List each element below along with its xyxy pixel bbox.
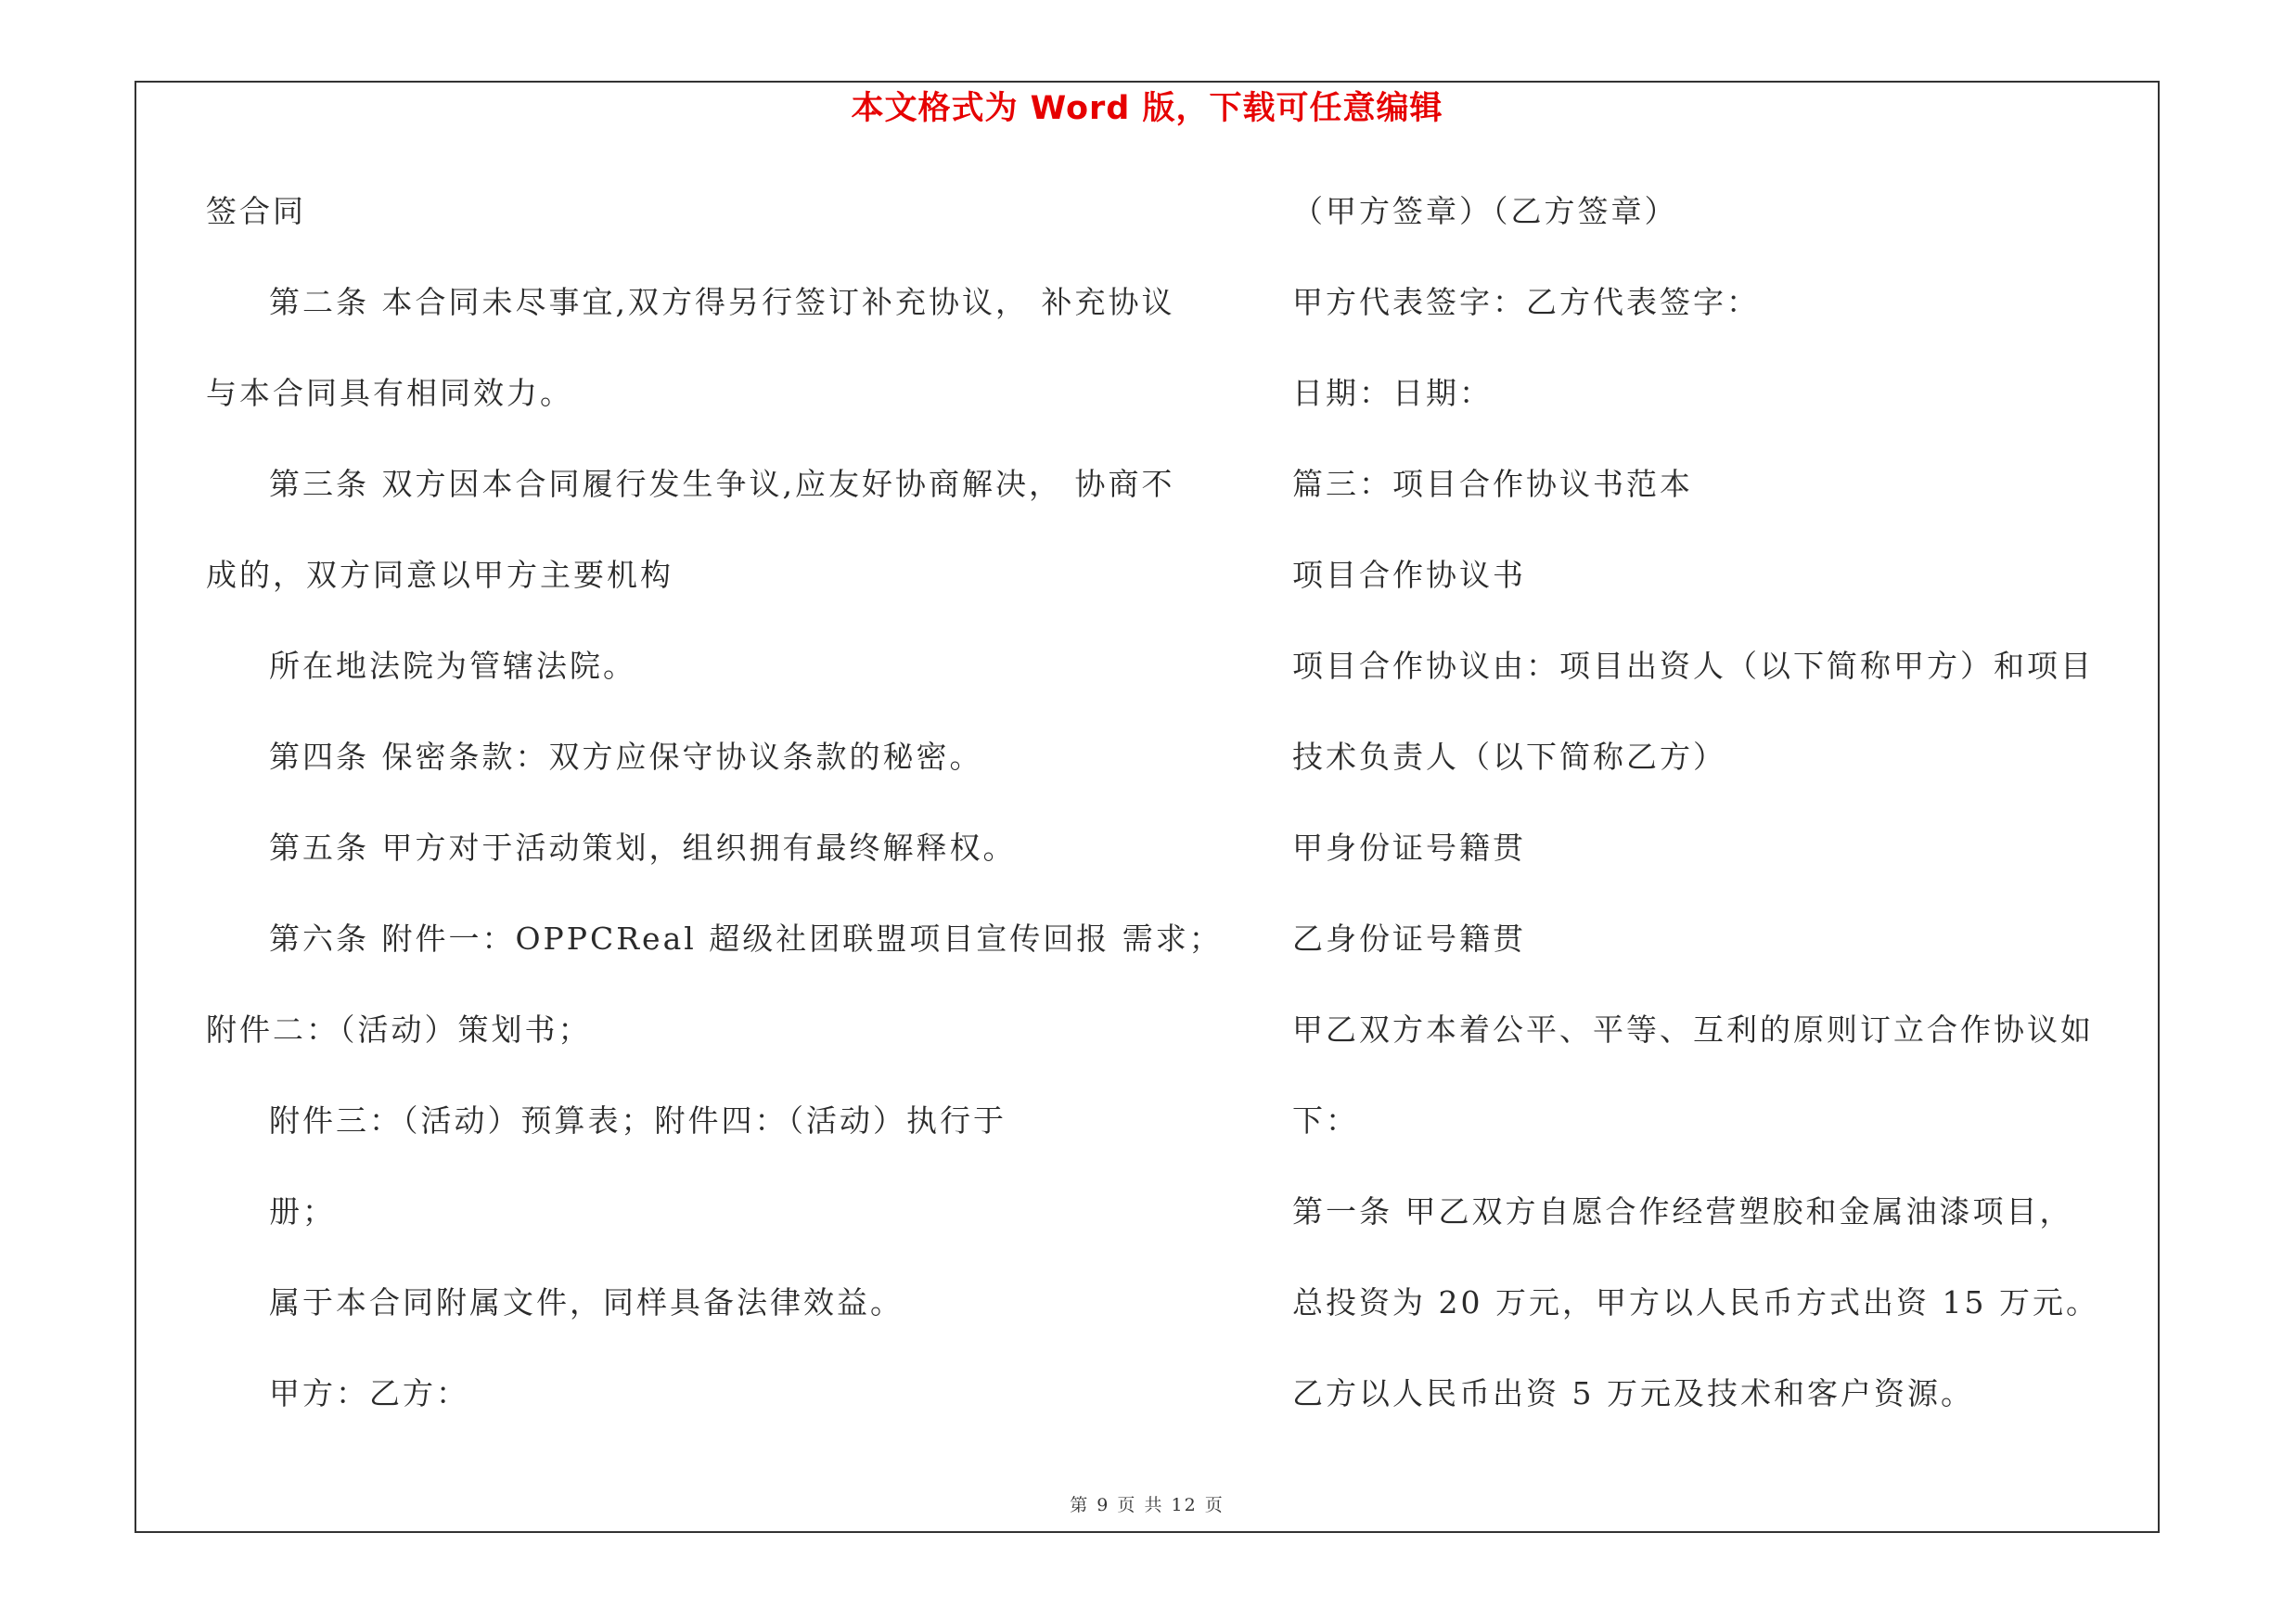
text-line: 所在地法院为管辖法院。 (269, 648, 636, 684)
text-line: 甲身份证号籍贯 (1292, 830, 1526, 866)
text-line: 乙身份证号籍贯 (1292, 921, 1526, 957)
text-line: 第二条 本合同未尽事宜,双方得另行签订补充协议， 补充协议 (269, 284, 1175, 320)
text-line: 甲方代表签字：乙方代表签字： (1292, 284, 1760, 320)
text-line: 属于本合同附属文件，同样具备法律效益。 (269, 1284, 904, 1320)
text-line: 技术负责人（以下简称乙方） (1292, 739, 1726, 775)
text-line: 总投资为 20 万元，甲方以人民币方式出资 15 万元。 (1292, 1284, 2099, 1320)
text-line: 册； (269, 1193, 336, 1230)
text-line: 下： (1292, 1102, 1359, 1139)
text-line: 与本合同具有相同效力。 (206, 375, 573, 411)
text-line: 甲乙双方本着公平、平等、互利的原则订立合作协议如 (1292, 1011, 2094, 1048)
text-line: 篇三：项目合作协议书范本 (1292, 466, 1693, 502)
text-line: 第五条 甲方对于活动策划，组织拥有最终解释权。 (269, 830, 1017, 866)
text-line: 第一条 甲乙双方自愿合作经营塑胶和金属油漆项目， (1292, 1193, 2073, 1230)
format-notice-banner: 本文格式为 Word 版，下载可任意编辑 (851, 90, 1443, 127)
text-line: 成的，双方同意以甲方主要机构 (206, 557, 673, 593)
text-line: 第三条 双方因本合同履行发生争议,应友好协商解决， 协商不 (269, 466, 1175, 502)
text-line: 项目合作协议书 (1292, 557, 1526, 593)
text-line: 附件二：（活动）策划书； (206, 1011, 592, 1048)
text-line: 项目合作协议由：项目出资人（以下简称甲方）和项目 (1292, 648, 2094, 684)
text-line: 第四条 保密条款：双方应保守协议条款的秘密。 (269, 739, 983, 775)
page-number-footer: 第 9 页 共 12 页 (1070, 1495, 1225, 1515)
text-line: 签合同 (206, 193, 306, 229)
right-text-column (1292, 184, 2099, 1457)
text-line: 第六条 附件一：OPPCReal 超级社团联盟项目宣传回报 需求； (269, 921, 1223, 957)
text-line: 日期：日期： (1292, 375, 1493, 411)
text-line: 甲方：乙方： (269, 1375, 469, 1411)
text-line: （甲方签章）（乙方签章） (1292, 193, 1678, 229)
left-text-column (206, 184, 1223, 1457)
text-line: 乙方以人民币出资 5 万元及技术和客户资源。 (1292, 1375, 1974, 1411)
text-line: 附件三：（活动）预算表；附件四：（活动）执行于 (269, 1102, 1007, 1139)
